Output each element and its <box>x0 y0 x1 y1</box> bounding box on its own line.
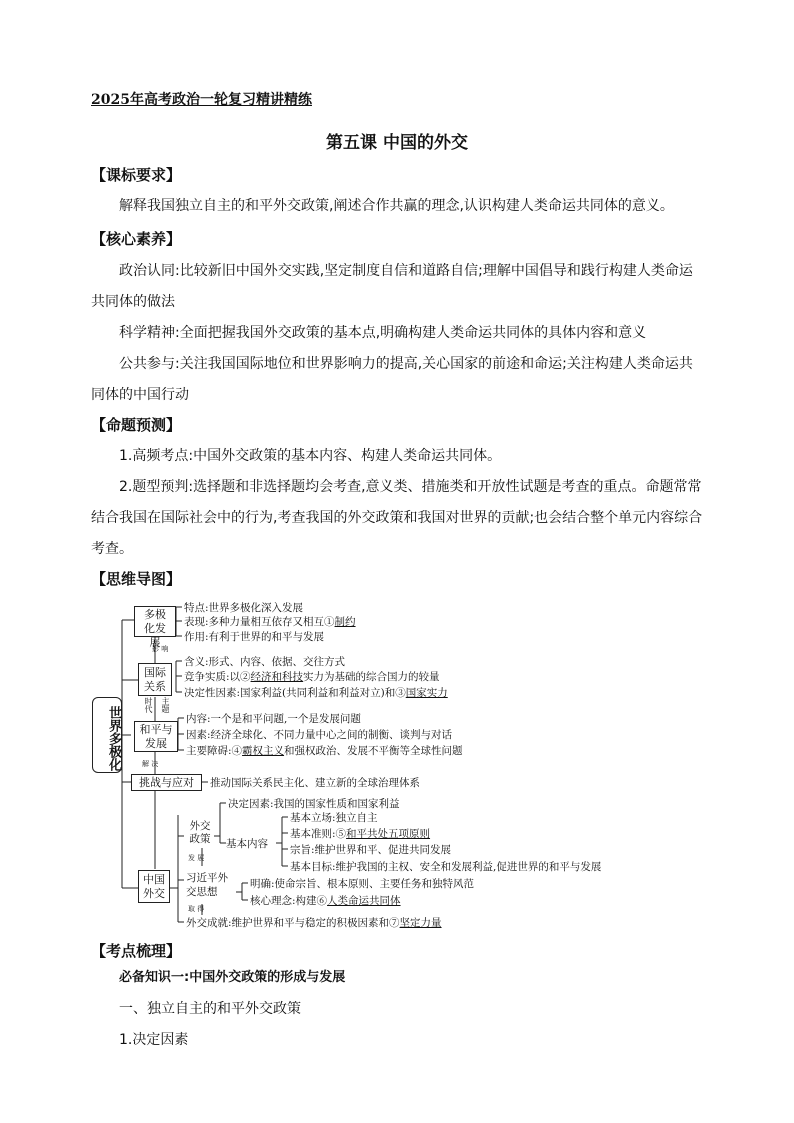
subheading-independent-policy: 一、独立自主的和平外交政策 <box>119 1001 301 1017</box>
diplomacy-node: 中国外交 <box>138 870 170 903</box>
basic-purpose: 宗旨:维护世界和平、促进共同发展 <box>290 844 452 856</box>
lesson-title: 第五课 中国的外交 <box>326 133 468 153</box>
section-heading-mindmap: 【思维导图】 <box>91 570 182 588</box>
peace-factors: 因素:经济全球化、不同力量中心之间的制衡、谈判与对话 <box>186 729 453 741</box>
policy-decisive: 决定因素:我国的国家性质和国家利益 <box>228 798 400 810</box>
basic-stand: 基本立场:独立自主 <box>290 812 378 824</box>
challenge-text: 推动国际关系民主化、建立新的全球治理体系 <box>210 777 420 789</box>
prediction-item-1: 1.高频考点:中国外交政策的基本内容、构建人类命运共同体。 <box>119 448 502 464</box>
basic-content-node: 基本内容 <box>226 838 268 850</box>
link-era: 时代 <box>144 697 153 713</box>
section-heading-review: 【考点梳理】 <box>91 942 182 960</box>
diplomacy-achievement: 外交成就:维护世界和平与稳定的积极因素和⑦坚定力量 <box>186 917 442 929</box>
link-influence: 影 响 <box>152 645 169 653</box>
policy-node: 外交政策 <box>189 820 211 845</box>
multipolar-features: 特点:世界多极化深入发展 <box>184 602 304 614</box>
peace-obstacle: 主要障碍:④霸权主义和强权政治、发展不平衡等全球性问题 <box>186 745 463 757</box>
multipolar-manifest: 表现:多种力量相互依存又相互①制约 <box>184 616 356 628</box>
xi-clarify: 明确:使命宗旨、根本原则、主要任务和独特风范 <box>250 878 475 890</box>
multipolar-node: 多极化发展 <box>134 606 176 637</box>
literacy-public: 公共参与:关注我国国际地位和世界影响力的提高,关心国家的前途和命运;关注构建人类命运共同体的中国行动 <box>91 356 693 403</box>
curriculum-text: 解释我国独立自主的和平外交政策,阐述合作共赢的理念,认识构建人类命运共同体的意义。 <box>119 198 674 214</box>
literacy-science: 科学精神:全面把握我国外交政策的基本点,明确构建人类命运共同体的具体内容和意义 <box>119 325 647 341</box>
link-theme: 主题 <box>161 697 170 713</box>
section-heading-prediction: 【命题预测】 <box>91 416 182 434</box>
document-header: 2025年高考政治一轮复习精讲精练 <box>91 92 312 108</box>
section-heading-literacy: 【核心素养】 <box>91 230 182 248</box>
knowledge-heading: 必备知识一:中国外交政策的形成与发展 <box>119 970 346 985</box>
section-heading-curriculum: 【课标要求】 <box>91 166 182 184</box>
relations-meaning: 含义:形式、内容、依据、交往方式 <box>184 656 346 668</box>
relations-essence: 竞争实质:以②经济和科技实力为基础的综合国力的较量 <box>184 671 440 683</box>
basic-norm: 基本准则:⑤和平共处五项原则 <box>290 828 431 840</box>
xi-thought-node: 习近平外交思想 <box>186 872 228 898</box>
peace-node: 和平与发展 <box>134 721 178 752</box>
relations-node: 国际关系 <box>138 663 172 696</box>
link-solve: 解 决 <box>142 760 159 768</box>
xi-core: 核心理念:构建⑥人类命运共同体 <box>250 895 401 907</box>
multipolar-role: 作用:有利于世界的和平与发展 <box>184 631 325 643</box>
literacy-political: 政治认同:比较新旧中国外交实践,坚定制度自信和道路自信;理解中国倡导和践行构建人类命运共同体的做法 <box>91 263 693 310</box>
prediction-item-2: 2.题型预判:选择题和非选择题均会考查,意义类、措施类和开放性试题是考查的重点。命题常常结合我国在国际社会中的行为,考查我国的外交政策和我国对世界的贡献;也会结合整个单元内容综合考查。 <box>91 479 703 557</box>
subheading-decisive-factors: 1.决定因素 <box>119 1032 189 1048</box>
link-develop: 发 展 <box>188 854 205 862</box>
link-obtain: 取 得 <box>188 905 205 913</box>
peace-content: 内容:一个是和平问题,一个是发展问题 <box>186 713 361 725</box>
root-node: 世界多极化 <box>92 697 122 773</box>
challenge-node: 挑战与应对 <box>131 774 202 791</box>
relations-decisive: 决定性因素:国家利益(共同利益和利益对立)和③国家实力 <box>184 687 448 699</box>
basic-goal: 基本目标:维护我国的主权、安全和发展利益,促进世界的和平与发展 <box>290 861 602 873</box>
